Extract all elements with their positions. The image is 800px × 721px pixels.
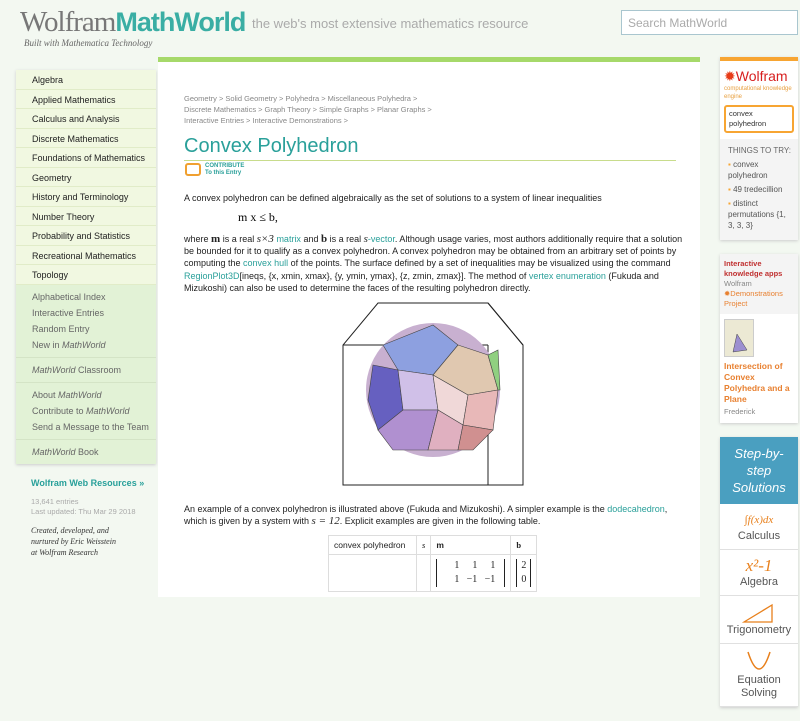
- v: 1: [490, 560, 496, 571]
- table-header-row: [329, 536, 537, 555]
- step-by-step-widget: [720, 437, 798, 707]
- things-to-try-heading: THINGS TO TRY:: [728, 146, 791, 155]
- sidebar-link-book[interactable]: [32, 444, 156, 460]
- credit-line: Created, developed, and: [31, 526, 109, 535]
- breadcrumb-separator: >: [246, 116, 251, 125]
- integral-icon: ∫f(x)dx: [744, 514, 774, 526]
- sbs-title: Step-by-step: [734, 446, 784, 478]
- breadcrumb-separator: >: [427, 105, 432, 114]
- label: distinct permutations {1, 3, 3, 3}: [728, 199, 786, 230]
- demonstrations-widget: [720, 254, 798, 423]
- demo-author: Frederick: [724, 407, 756, 416]
- wolfram-mathworld-logo[interactable]: [20, 8, 245, 36]
- sidebar-category-calculus-and-analysis[interactable]: Calculus and Analysis: [16, 109, 156, 129]
- sidebar-category-discrete-mathematics[interactable]: Discrete Mathematics: [16, 129, 156, 149]
- label: Wolfram: [724, 279, 752, 288]
- t: and: [300, 234, 321, 244]
- demo-title-link[interactable]: Intersection of Convex Polyhedra and a Plane: [724, 361, 790, 404]
- sidebar-link-alphabetical-index[interactable]: Alphabetical Index: [32, 291, 106, 302]
- cell: [329, 555, 417, 592]
- label: Calculus: [737, 530, 781, 542]
- try-item[interactable]: ▪ 49 tredecillion: [728, 185, 783, 194]
- sbs-trigonometry[interactable]: [720, 596, 798, 644]
- try-item[interactable]: ▪ distinct permutations {1, 3, 3, 3}: [728, 199, 786, 230]
- puzzle-icon: [185, 163, 201, 176]
- cell-vector: [511, 555, 537, 592]
- v: 1: [454, 574, 460, 585]
- page-title: Convex Polyhedron: [184, 135, 359, 157]
- label-mw: MathWorld: [32, 364, 76, 375]
- link-dodecahedron[interactable]: dodecahedron: [607, 504, 665, 514]
- v: −1: [466, 574, 478, 585]
- tagline: the web's most extensive mathematics resource: [252, 16, 529, 31]
- title-divider: [184, 160, 676, 161]
- col-header: b: [511, 536, 537, 555]
- breadcrumb-separator: >: [258, 105, 263, 114]
- breadcrumb: [184, 93, 484, 126]
- wolfram-web-resources-link[interactable]: Wolfram Web Resources »: [31, 478, 145, 488]
- sidebar-category-recreational-mathematics[interactable]: Recreational Mathematics: [16, 246, 156, 266]
- wolfram-alpha-widget: [720, 57, 798, 240]
- label: New in: [32, 339, 63, 350]
- try-item[interactable]: ▪ convex polyhedron: [728, 160, 768, 180]
- credit: [31, 525, 116, 558]
- polynomial-icon: x²-1: [745, 556, 773, 575]
- breadcrumb-separator: >: [312, 105, 318, 114]
- wolfram-alpha-logo[interactable]: [720, 61, 798, 85]
- sidebar-link-send-message[interactable]: Send a Message to the Team: [32, 421, 149, 432]
- v: 2: [521, 560, 527, 571]
- breadcrumb-link[interactable]: Graph Theory: [264, 105, 311, 114]
- breadcrumb-line: [184, 104, 484, 115]
- t: s: [363, 233, 368, 245]
- v: 0: [521, 574, 527, 585]
- breadcrumb-link[interactable]: Solid Geometry: [225, 94, 278, 103]
- label-mw: MathWorld: [62, 339, 106, 350]
- t: of the points. The surface defined by a set of inequalities may be visualized using the command: [288, 258, 671, 269]
- breadcrumb-link[interactable]: Geometry: [184, 94, 217, 103]
- sidebar-link-interactive-entries[interactable]: Interactive Entries: [32, 307, 105, 318]
- table-row: [329, 555, 537, 592]
- contribute-sublabel: To this Entry: [205, 170, 242, 176]
- paragraph: A convex polyhedron can be defined algebraically as the set of solutions to a system of linear inequalities: [184, 193, 602, 203]
- sidebar: [16, 70, 156, 464]
- breadcrumb-link[interactable]: Planar Graphs: [377, 105, 426, 114]
- equation: m x ≤ b,: [238, 210, 278, 224]
- demo-heading: Interactive knowledge apps: [724, 259, 783, 278]
- label: Demonstrations Project: [724, 289, 783, 308]
- breadcrumb-link[interactable]: Miscellaneous Polyhedra: [327, 94, 411, 103]
- breadcrumb-separator: >: [279, 94, 284, 103]
- entry-count: 13,641 entries: [31, 497, 79, 506]
- label: Trigonometry: [726, 624, 792, 636]
- breadcrumb-link[interactable]: Simple Graphs: [319, 105, 369, 114]
- breadcrumb-line: [184, 93, 484, 104]
- logo-wolfram: Wolfram: [20, 6, 116, 38]
- label: Equation Solving: [737, 674, 781, 699]
- label: 49 tredecillion: [733, 185, 783, 194]
- v: 1: [472, 560, 478, 571]
- wa-search-input[interactable]: convex polyhedron: [724, 105, 794, 133]
- col-header: s: [417, 536, 431, 555]
- breadcrumb-separator: >: [321, 94, 326, 103]
- label-mw: MathWorld: [32, 446, 76, 457]
- sidebar-link-contribute[interactable]: [32, 403, 156, 419]
- contribute-label: CONTRIBUTE: [205, 163, 245, 169]
- logo-mathworld: MathWorld: [115, 7, 246, 37]
- examples-table: [328, 535, 537, 592]
- t: . Although usage varies, most authors additionally require that a solution be bounded for it to qualify as a convex polyhedron. A convex polyhedron may be obtained from an arbitrary set of points by computing the: [184, 234, 683, 269]
- parabola-icon: [744, 650, 774, 674]
- sidebar-link-about[interactable]: [32, 387, 156, 403]
- sidebar-category-geometry[interactable]: Geometry: [16, 168, 156, 188]
- site-stats: [31, 497, 136, 517]
- label: Classroom: [75, 364, 122, 375]
- t: b: [320, 233, 328, 245]
- demo-star-icon: ✹: [724, 289, 731, 298]
- last-updated: Last updated: Thu Mar 29 2018: [31, 507, 136, 516]
- sidebar-category-history-and-terminology[interactable]: History and Terminology: [16, 187, 156, 207]
- triangle-icon: [742, 602, 776, 624]
- sidebar-category-foundations-of-mathematics[interactable]: Foundations of Mathematics: [16, 148, 156, 168]
- breadcrumb-link[interactable]: Interactive Entries: [184, 116, 245, 125]
- sidebar-link-classroom[interactable]: [32, 362, 156, 378]
- t: s×3: [256, 233, 274, 245]
- t: is a real: [220, 234, 257, 244]
- wa-tagline: computational knowledge engine: [724, 86, 792, 100]
- col-header: m: [431, 536, 511, 555]
- sidebar-category-algebra[interactable]: Algebra: [16, 70, 156, 90]
- label: Contribute to: [32, 405, 87, 416]
- t: [ineqs, {x, xmin, xmax}, {y, ymin, ymax}, {z, zmin, zmax}]. The method of: [239, 270, 529, 281]
- sbs-title: Solutions: [732, 480, 786, 495]
- t: where: [184, 234, 212, 244]
- paragraph: [184, 233, 684, 294]
- t: . Explicit examples are given in the following table.: [339, 516, 541, 527]
- v: 1: [454, 560, 460, 571]
- logo-text: Wolfram: [735, 68, 788, 84]
- t: m: [211, 233, 221, 245]
- cell-matrix: [431, 555, 511, 592]
- wolfram-star-icon: ✹: [724, 68, 736, 84]
- label-mw: MathWorld: [58, 389, 102, 400]
- t: , which is given by a system with: [184, 504, 668, 527]
- search-input[interactable]: Search MathWorld: [621, 10, 798, 35]
- t: is a real: [327, 234, 364, 244]
- label: Book: [75, 446, 99, 457]
- sidebar-category-applied-mathematics[interactable]: Applied Mathematics: [16, 90, 156, 110]
- v: −1: [484, 574, 496, 585]
- breadcrumb-link[interactable]: Interactive Demonstrations: [252, 116, 342, 125]
- demo-thumbnail[interactable]: [724, 319, 754, 357]
- cell: [417, 555, 431, 592]
- label-mw: MathWorld: [86, 405, 130, 416]
- right-column: [720, 57, 798, 721]
- credit-line: at Wolfram Research: [31, 548, 98, 557]
- t: (Fukuda and Mizukoshi) can also be used to determine the faces of the resulting polyhedron directly.: [184, 270, 659, 293]
- contribute-button[interactable]: [185, 163, 244, 177]
- breadcrumb-separator: >: [343, 116, 349, 125]
- paragraph: [184, 503, 684, 527]
- sidebar-category-number-theory[interactable]: Number Theory: [16, 207, 156, 227]
- breadcrumb-link[interactable]: Discrete Mathematics: [184, 105, 257, 114]
- credit-line: nurtured by Eric Weisstein: [31, 537, 116, 546]
- link-vector[interactable]: -vector: [367, 234, 395, 244]
- label: convex polyhedron: [728, 160, 768, 180]
- link-regionplot3d[interactable]: RegionPlot3D: [184, 270, 240, 281]
- t: s = 12: [311, 515, 340, 528]
- link-vertex-enumeration[interactable]: vertex enumeration: [528, 270, 606, 281]
- logo-subtitle: Built with Mathematica Technology: [24, 38, 153, 48]
- col-header: convex polyhedron: [329, 536, 417, 555]
- link-matrix[interactable]: matrix: [276, 234, 301, 244]
- t: An example of a convex polyhedron is illustrated above (Fukuda and Mizukoshi). A simpler example is the: [184, 504, 608, 514]
- sidebar-category-topology[interactable]: Topology: [16, 265, 156, 285]
- breadcrumb-line: [184, 115, 484, 126]
- breadcrumb-separator: >: [370, 105, 376, 114]
- label: About: [32, 389, 59, 400]
- breadcrumb-link[interactable]: Polyhedra: [285, 94, 320, 103]
- label: Algebra: [740, 576, 778, 588]
- sidebar-category-probability-and-statistics[interactable]: Probability and Statistics: [16, 226, 156, 246]
- sidebar-link-random-entry[interactable]: Random Entry: [32, 323, 90, 334]
- breadcrumb-separator: >: [218, 94, 224, 103]
- sbs-equation-solving[interactable]: [720, 644, 798, 707]
- sbs-calculus[interactable]: [720, 504, 798, 550]
- polyhedron-figure: [338, 300, 528, 490]
- link-convex-hull[interactable]: convex hull: [243, 258, 289, 269]
- breadcrumb-separator: >: [412, 94, 418, 103]
- sidebar-link-new[interactable]: [32, 337, 156, 353]
- sbs-algebra[interactable]: [720, 550, 798, 596]
